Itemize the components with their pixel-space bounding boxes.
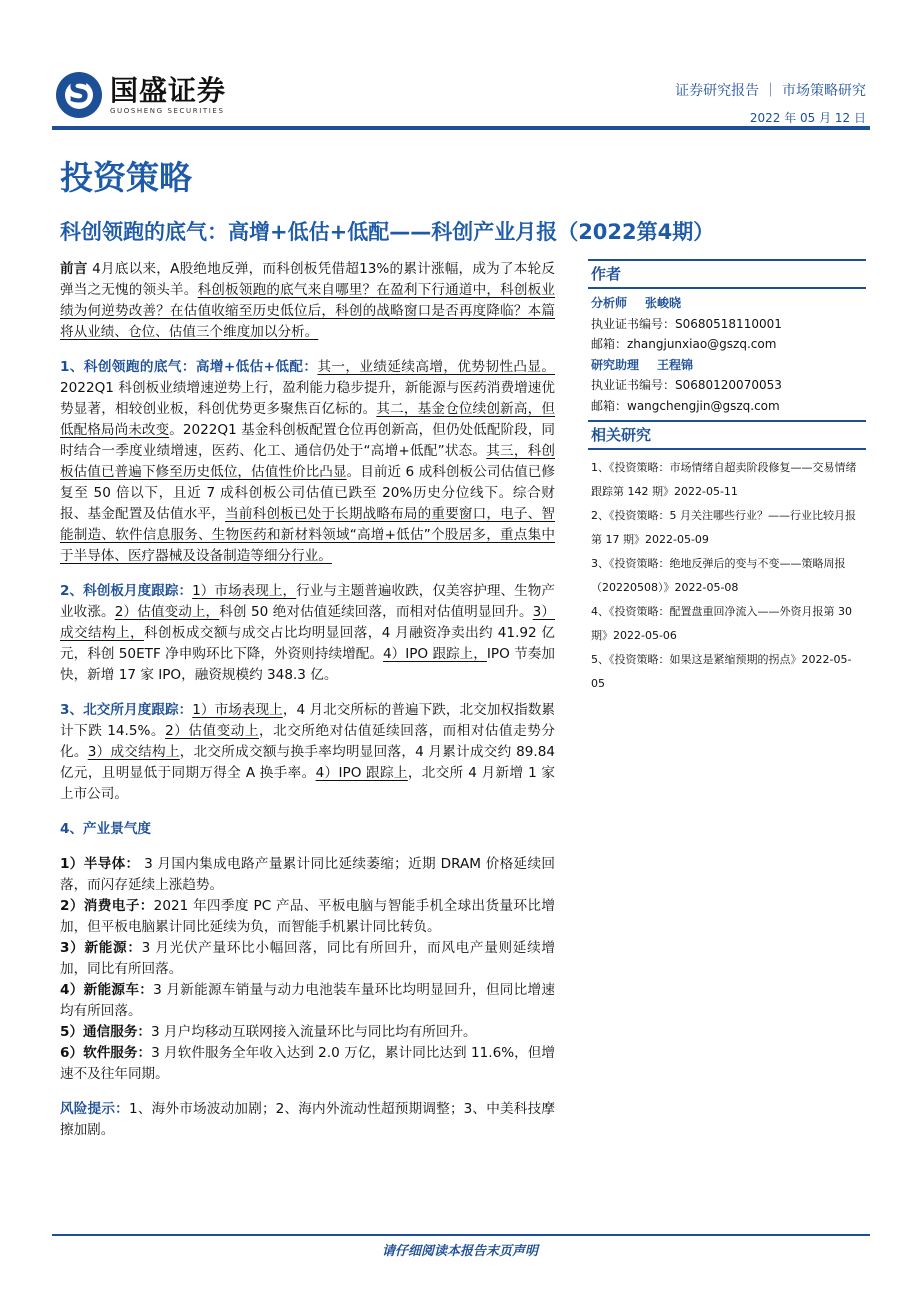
paragraph [60, 938, 555, 980]
text-segment: 3 月新能源车销量与动力电池装车量环比均明显回升，但同比增速均有所回落。 [60, 982, 556, 1019]
authors-list [588, 289, 866, 420]
text-segment: IPO 节奏加快，新增 17 家 IPO，融资规模约 348.3 亿。 [60, 646, 555, 683]
section-heading: 3、北交所月度跟踪： [60, 702, 193, 718]
text-segment: 。目前近 6 成科创板公司估值已修复至 50 倍以下，且近 7 成科创板公司估值已跌至 20%历史分位线下。综合财报、基金配置及估值水平， [60, 464, 555, 522]
text-segment: 4）IPO 跟踪上， [382, 646, 487, 662]
text-segment: 行业与主题普遍收跌，仅美容护理、生物产业收涨。 [60, 583, 555, 620]
author-cert: 执业证书编号：S0680120070053 [591, 378, 782, 392]
text-segment: 1）市场表现上 [192, 702, 283, 718]
text-segment: 3）成交结构上 [87, 744, 180, 760]
report-subtitle: 科创领跑的底气：高增+低估+低配——科创产业月报（2022第4期） [60, 220, 715, 244]
text-segment: 其三，科创板估值已普遍下修至历史低位，估值性价比凸显 [60, 443, 556, 480]
paragraph [60, 700, 555, 805]
text-segment: 2021 年四季度 PC 产品、平板电脑与智能手机全球出货量环比增加，但平板电脑累计同比延续为负，而智能手机累计同比转负。 [60, 898, 555, 935]
paragraph [60, 1043, 555, 1085]
report-title: 投资策略 [60, 158, 192, 197]
paragraph [60, 854, 555, 896]
text-segment: 其一，业绩延续高增，优势韧性凸显。 [317, 359, 556, 375]
author-name-row [591, 293, 863, 314]
item-label: 3）新能源： [60, 940, 142, 956]
sidebar [588, 259, 866, 702]
related-research-item: 2、《投资策略：5 月关注哪些行业？——行业比较月报第 17 期》2022-05-09 [591, 509, 856, 546]
text-segment: 科创 50 绝对估值延续回落，而相对估值明显回升。 [219, 604, 533, 620]
author-name-row [591, 355, 863, 376]
paragraph [60, 1022, 555, 1043]
paragraph [60, 357, 555, 567]
related-research-item: 4、《投资策略：配置盘重回净流入——外资月报第 30 期》2022-05-06 [591, 605, 852, 642]
logo-english: GUOSHENG SECURITIES [110, 107, 225, 115]
header-rule [52, 126, 870, 130]
logo-icon [56, 72, 102, 118]
section-heading: 1、科创领跑的底气：高增+低估+低配： [60, 359, 318, 375]
author-cert: 执业证书编号：S0680518110001 [591, 316, 782, 331]
author-name: 王程锦 [657, 357, 694, 372]
report-date: 2022 年 05 月 12 日 [749, 111, 866, 125]
author-name: 张峻晓 [645, 296, 682, 310]
text-segment: 当前科创板已处于长期战略布局的重要窗口，电子、智能制造、软件信息服务、生物医药和新材料领域“高增+低估”个股居多，重点集中于半导体、医疗器械及设备制造等细分行业。 [60, 506, 556, 564]
text-segment: ，北交所绝对估值延续回落，而相对估值走势分化。 [60, 723, 556, 760]
text-segment: 。2022Q1 基金科创板配置仓位再创新高，但仍处低配阶段，同时结合一季度业绩增速，医药、化工、通信仍处于“高增+低配”状态。 [60, 422, 556, 459]
footer-rule [52, 1234, 870, 1236]
text-segment: 科创板成交额与成交占比均明显回落，4 月融资净卖出约 41.92 亿元，科创 50ETF 净申购环比下降，外资则持续增配。 [60, 625, 555, 662]
text-segment: 2022Q1 科创板业绩增速逆势上行，盈利能力稳步提升，新能源与医药消费增速优势显著，相较创业板，科创优势更多聚焦百亿标的。 [60, 380, 555, 417]
section-heading: 风险提示： [60, 1101, 129, 1117]
item-label: 4）新能源车： [60, 982, 154, 998]
paragraph [60, 581, 555, 686]
author-email[interactable]: 邮箱：zhangjunxiao@gszq.com [591, 337, 777, 351]
text-segment: 1）市场表现上， [192, 583, 297, 599]
guosheng-logo [56, 72, 226, 118]
item-label: 2）消费电子： [60, 898, 154, 914]
text-segment: 4）IPO 跟踪上 [315, 765, 408, 781]
text-segment: 其二，基金仓位续创新高，但低配格局尚未改变 [60, 401, 556, 438]
summary-column [60, 259, 555, 1155]
text-segment: ，4 月北交所标的普遍下跌，北交加权指数累计下跌 14.5%。 [60, 702, 555, 739]
author-role: 研究助理 [591, 357, 640, 372]
paragraph [60, 980, 555, 1022]
authors-heading: 作者 [588, 259, 866, 289]
item-label: 6）软件服务： [60, 1045, 152, 1061]
section-heading: 4、产业景气度 [60, 821, 152, 837]
text-segment: ，北交所 4 月新增 1 家上市公司。 [60, 765, 555, 802]
text-segment: 2）估值变动上， [114, 604, 220, 620]
footer-disclaimer: 请仔细阅读本报告末页声明 [381, 1244, 538, 1259]
item-label: 1）半导体： [60, 856, 140, 872]
text-segment: 4月底以来，A股绝地反弹，而科创板凭借超13%的累计涨幅，成为了本轮反弹当之无愧的领头羊。 [60, 261, 556, 298]
text-segment: 3 月国内集成电路产量累计同比延续萎缩；近期 DRAM 价格延续回落，而闪存延续上涨趋势。 [60, 856, 555, 893]
paragraph [60, 819, 555, 840]
item-label: 前言 [60, 261, 88, 277]
paragraph [60, 1099, 555, 1141]
author-role: 分析师 [591, 296, 628, 310]
related-research-item: 1、《投资策略：市场情绪自超卖阶段修复——交易情绪跟踪第 142 期》2022-05-11 [591, 461, 857, 498]
text-segment: ，北交所成交额与换手率均明显回落，4 月累计成交约 89.84 亿元，且明显低于同期万得全 A 换手率。 [60, 744, 555, 781]
section-heading: 2、科创板月度跟踪： [60, 583, 193, 599]
item-label: 5）通信服务： [60, 1024, 152, 1040]
text-segment: 3 月光伏产量环比小幅回落，同比有所回升，而风电产量则延续增加，同比有所回落。 [60, 940, 556, 977]
paragraph [60, 896, 555, 938]
text-segment: 3）成交结构上， [60, 604, 556, 641]
text-segment: 3 月软件服务全年收入达到 2.0 万亿，累计同比达到 11.6%，但增速不及往年同期。 [60, 1045, 555, 1082]
related-research-item: 5、《投资策略：如果这是紧缩预期的拐点》2022-05-05 [591, 653, 852, 690]
report-category: 证券研究报告 ｜ 市场策略研究 [675, 83, 866, 99]
related-heading: 相关研究 [588, 420, 866, 450]
related-research-list [588, 450, 866, 702]
text-segment: 科创板领跑的底气来自哪里？在盈利下行通道中，科创板业绩为何逆势改善？在估值收缩至历史低位后，科创的战略窗口是否再度降临？本篇将从业绩、仓位、估值三个维度加以分析。 [60, 282, 556, 340]
paragraph [60, 259, 555, 343]
logo-name: 国盛证券 [110, 74, 227, 107]
text-segment: 2）估值变动上 [165, 723, 259, 739]
related-research-item: 3、《投资策略：绝地反弹后的变与不变——策略周报（20220508）》2022-05-08 [591, 557, 846, 594]
text-segment: 1、海外市场波动加剧；2、海内外流动性超预期调整；3、中美科技摩擦加剧。 [60, 1101, 555, 1138]
text-segment: 3 月户均移动互联网接入流量环比与同比均有所回升。 [151, 1024, 477, 1040]
author-email[interactable]: 邮箱：wangchengjin@gszq.com [591, 398, 780, 413]
